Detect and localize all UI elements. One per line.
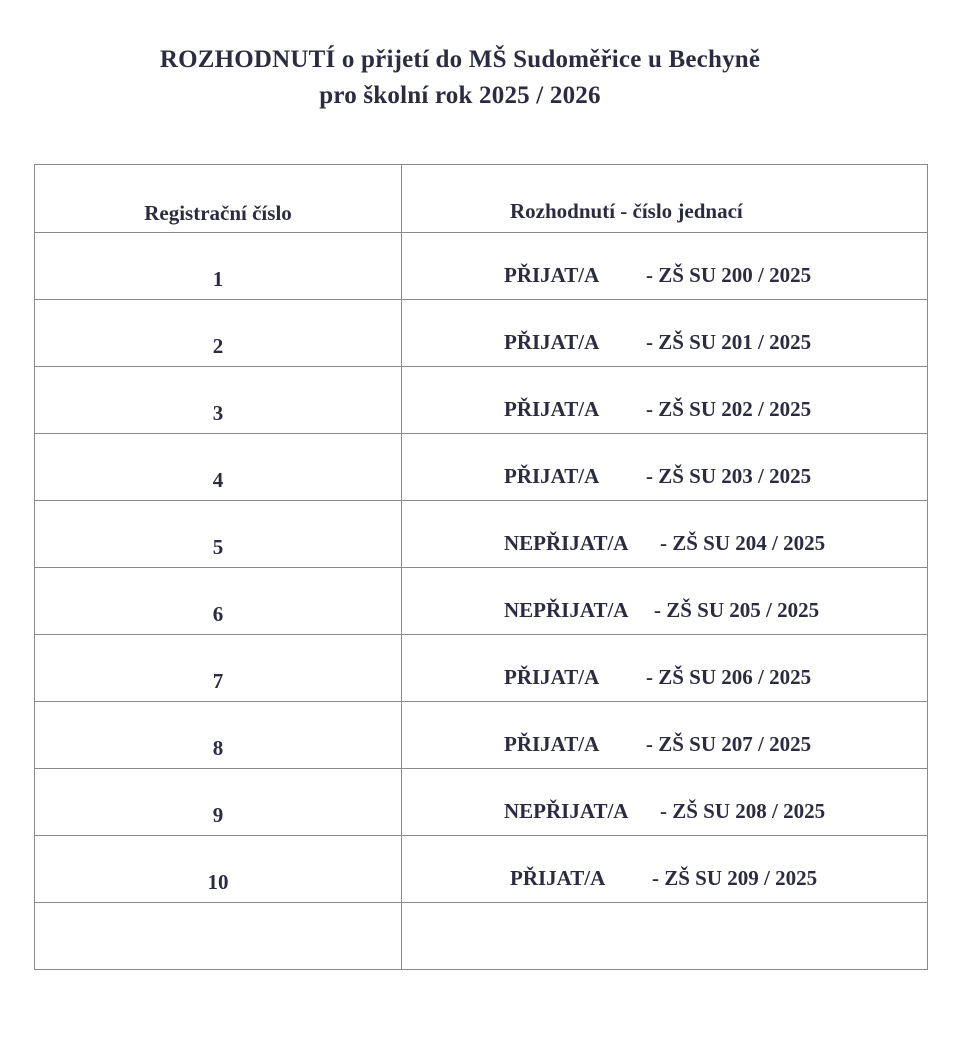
header-registration-cell bbox=[35, 165, 401, 232]
decision-cell bbox=[402, 702, 929, 768]
registration-cell bbox=[35, 300, 401, 366]
table-row bbox=[35, 434, 927, 501]
decision-reference: - ZŠ SU 209 / 2025 bbox=[652, 866, 818, 890]
table-header-row bbox=[35, 165, 927, 233]
decision-reference: - ZŠ SU 201 / 2025 bbox=[646, 330, 812, 354]
registration-number: 3 bbox=[212, 401, 224, 425]
decision-status: PŘIJAT/A bbox=[504, 263, 600, 287]
table-row bbox=[35, 635, 927, 702]
decision-reference: - ZŠ SU 205 / 2025 bbox=[654, 598, 820, 622]
decision-cell bbox=[402, 434, 929, 500]
decision-status: PŘIJAT/A bbox=[504, 330, 600, 354]
registration-cell bbox=[35, 836, 401, 902]
decision-status: NEPŘIJAT/A bbox=[504, 531, 629, 555]
document-subtitle: pro školní rok 2025 / 2026 bbox=[319, 82, 601, 109]
registration-number: 5 bbox=[212, 535, 224, 559]
decision-status: NEPŘIJAT/A bbox=[504, 598, 629, 622]
table-row bbox=[35, 501, 927, 568]
header-registration-label: Registrační číslo bbox=[144, 201, 292, 225]
decision-cell bbox=[402, 233, 929, 299]
registration-cell bbox=[35, 635, 401, 701]
decision-status: PŘIJAT/A bbox=[510, 866, 606, 890]
registration-number: 1 bbox=[212, 267, 224, 291]
decision-reference: - ZŠ SU 207 / 2025 bbox=[646, 732, 812, 756]
header-decision-label: Rozhodnutí - číslo jednací bbox=[510, 199, 743, 223]
decision-cell bbox=[402, 501, 929, 567]
table-row bbox=[35, 769, 927, 836]
document-title: ROZHODNUTÍ o přijetí do MŠ Sudoměřice u Bechyně bbox=[159, 46, 761, 73]
decision-reference: - ZŠ SU 203 / 2025 bbox=[646, 464, 812, 488]
empty-table-row bbox=[35, 903, 927, 970]
table-row bbox=[35, 836, 927, 903]
decision-cell bbox=[402, 568, 929, 634]
decision-status: NEPŘIJAT/A bbox=[504, 799, 629, 823]
table-row bbox=[35, 568, 927, 635]
table-row bbox=[35, 233, 927, 300]
decision-reference: - ZŠ SU 202 / 2025 bbox=[646, 397, 812, 421]
registration-number: 6 bbox=[212, 602, 224, 626]
decision-cell bbox=[402, 836, 929, 902]
header-decision-cell bbox=[402, 165, 929, 232]
decision-status: PŘIJAT/A bbox=[504, 397, 600, 421]
table-row bbox=[35, 300, 927, 367]
decision-reference: - ZŠ SU 208 / 2025 bbox=[660, 799, 826, 823]
decision-reference: - ZŠ SU 204 / 2025 bbox=[660, 531, 826, 555]
registration-cell bbox=[35, 769, 401, 835]
registration-cell bbox=[35, 568, 401, 634]
registration-cell bbox=[35, 501, 401, 567]
decision-reference: - ZŠ SU 206 / 2025 bbox=[646, 665, 812, 689]
registration-cell bbox=[35, 434, 401, 500]
decision-status: PŘIJAT/A bbox=[504, 732, 600, 756]
registration-number: 7 bbox=[212, 669, 224, 693]
registration-number: 9 bbox=[212, 803, 224, 827]
registration-cell bbox=[35, 367, 401, 433]
table-row bbox=[35, 367, 927, 434]
decision-reference: - ZŠ SU 200 / 2025 bbox=[646, 263, 812, 287]
registration-number: 8 bbox=[212, 736, 224, 760]
registration-number: 2 bbox=[212, 334, 224, 358]
registration-cell bbox=[35, 702, 401, 768]
table-row bbox=[35, 702, 927, 769]
registration-number: 4 bbox=[212, 468, 224, 492]
registration-number: 10 bbox=[207, 870, 229, 894]
decision-cell bbox=[402, 367, 929, 433]
decision-cell bbox=[402, 300, 929, 366]
decision-table bbox=[34, 164, 928, 970]
decision-status: PŘIJAT/A bbox=[504, 464, 600, 488]
decision-cell bbox=[402, 769, 929, 835]
registration-cell bbox=[35, 233, 401, 299]
decision-status: PŘIJAT/A bbox=[504, 665, 600, 689]
decision-cell bbox=[402, 635, 929, 701]
